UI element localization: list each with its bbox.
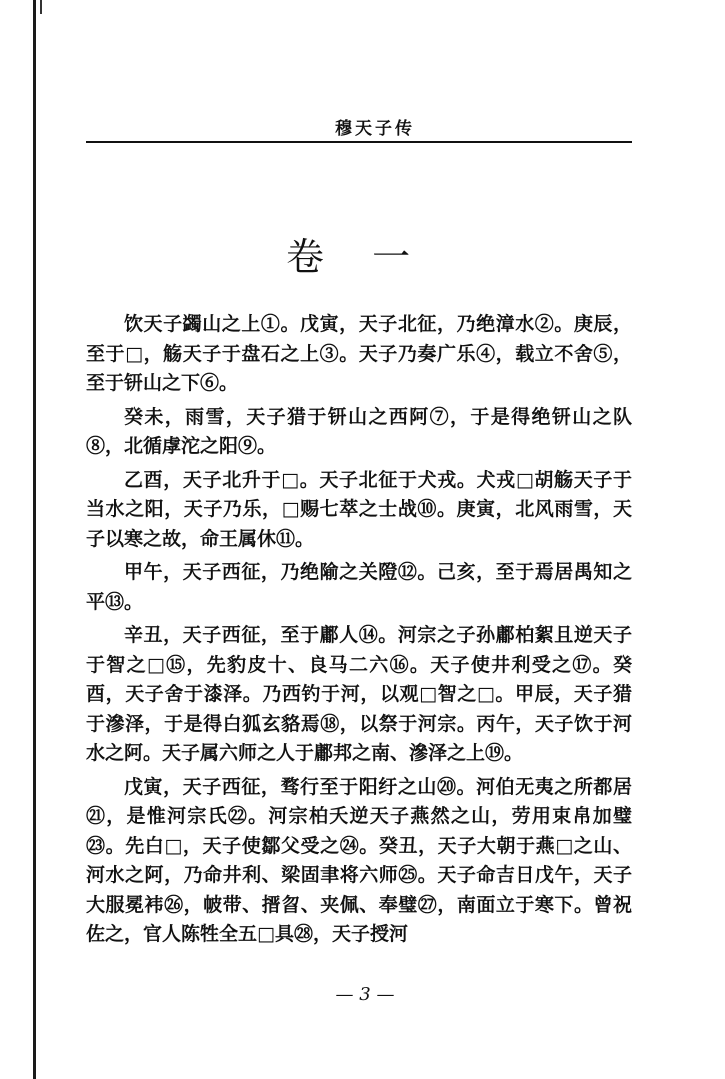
- running-header: 穆天子传: [335, 119, 415, 139]
- paragraph-3: 乙酉，天子北升于□。天子北征于犬戎。犬戎□胡觞天子于当水之阳，天子乃乐，□赐七萃之士战⑩。庚寅，北风雨雪，天子以寒之故，命王属休⑪。: [86, 468, 632, 550]
- paragraph-5: 辛丑，天子西征，至于鄘人⑭。河宗之子孙鄘柏絮且逆天子于智之□⑮，先豹皮十、良马二六⑯。天子使井利受之⑰。癸酉，天子舍于漆泽。乃西钓于河，以观□智之□。甲辰，天子猎于滲泽，于是得白狐玄貉焉⑱，以祭于河宗。丙午，天子饮于河水之阿。天子属六师之人于鄘邦之南、滲泽之上⑲。: [86, 624, 632, 764]
- page-spine-line: [33, 0, 36, 1079]
- paragraph-1: 饮天子蠲山之上①。戊寅，天子北征，乃绝漳水②。庚辰，至于□，觞天子于盘石之上③。天子乃奏广乐④，载立不舍⑤，至于钘山之下⑥。: [86, 313, 632, 394]
- chapter-title: 卷 一: [286, 235, 429, 279]
- paragraph-6: 戊寅，天子西征，骛行至于阳纡之山⑳。河伯无夷之所都居㉑，是惟河宗氏㉒。河宗柏夭逆天子燕然之山，劳用束帛加璧㉓。先白□，天子使鄒父受之㉔。癸丑，天子大朝于燕□之山、河水之阿，乃命井利、梁固聿将六师㉕。天子命吉日戊午，天子大服冕袆㉖，帔带、搢曶、夹佩、奉璧㉗，南面立于寒下。曾祝佐之，官人陈牲全五□具㉘，天子授河: [86, 775, 632, 945]
- paragraph-2: 癸未，雨雪，天子猎于钘山之西阿⑦，于是得绝钘山之队⑧，北循虖沱之阳⑨。: [86, 405, 632, 457]
- page-number: — 3 —: [335, 984, 395, 1005]
- header-rule: [86, 141, 632, 143]
- paragraph-4: 甲午，天子西征，乃绝隃之关隥⑫。己亥，至于焉居禺知之平⑬。: [86, 561, 632, 613]
- body-text: [86, 310, 632, 954]
- spine-tick-mark: [40, 0, 42, 14]
